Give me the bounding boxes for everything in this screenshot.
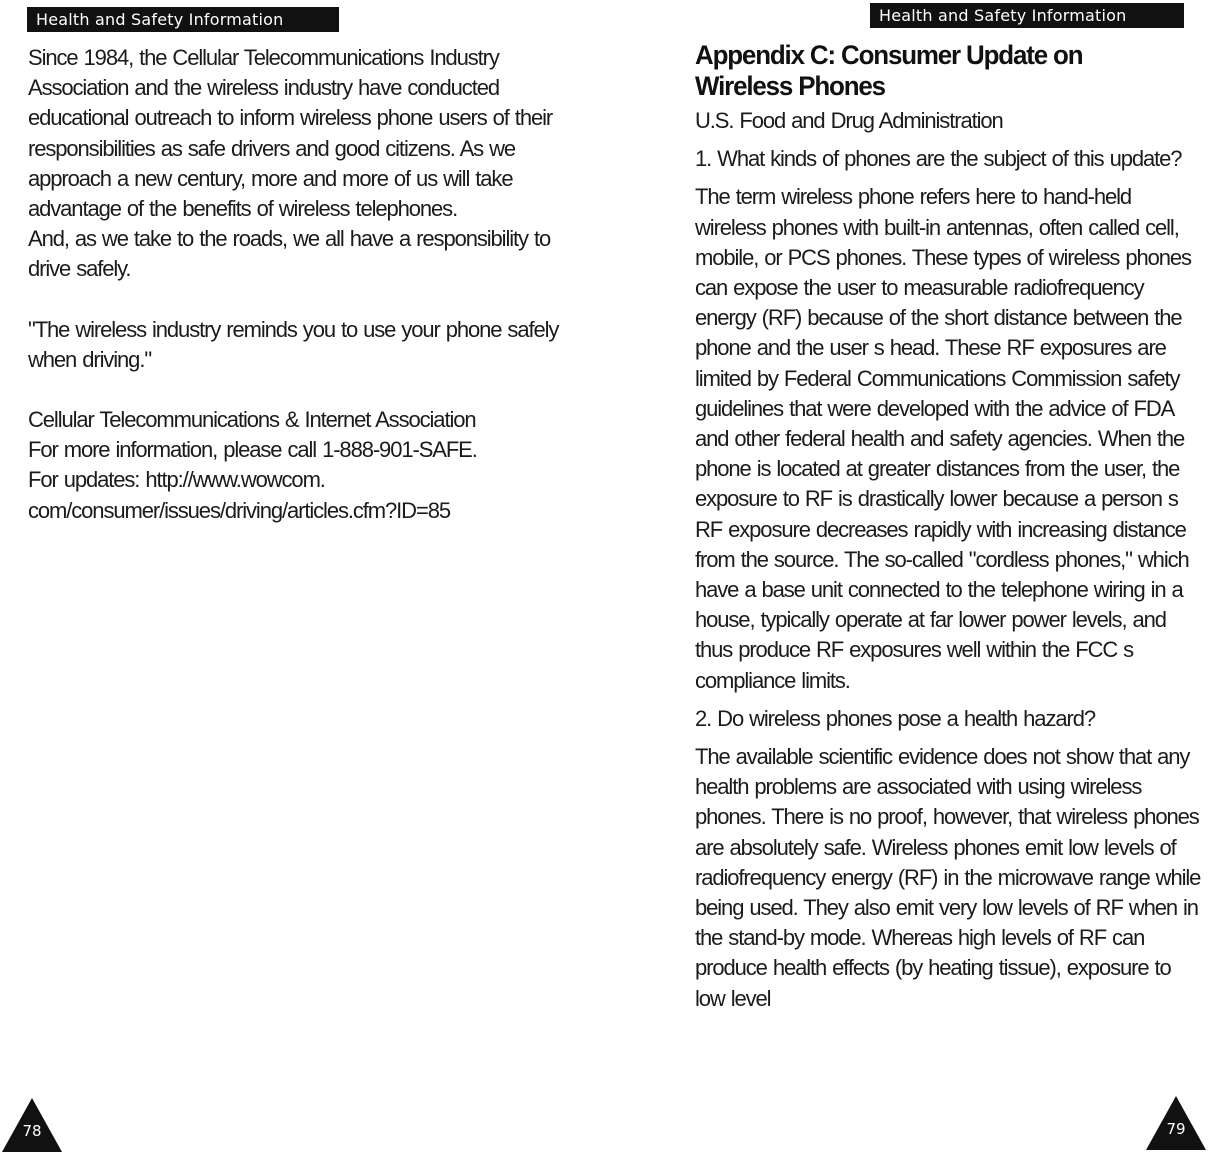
- answer-1-part-1: The term wireless phone refers here to hand-held wireless phones with built-in antennas, often called cell, mobile, or PCS phones. These types of wireless phones can expose the user to measurable radiofrequency energy (RF) because of the short distance between the phone and the user s head. These RF exposures are limited by Federal Communications Commission safety: [695, 184, 1191, 391]
- page-number-right: 79: [1166, 1120, 1186, 1138]
- updates-url-line-2: com/consumer/issues/driving/articles.cfm?ID=85: [28, 497, 450, 523]
- answer-2: The available scientific evidence does not show that any health problems are associated with using wireless phones. There is no proof, however, that wireless phones are absolutely safe. Wireless phones emit low levels of radiofrequency energy (RF) in the microwave range while being used. They also emit very low levels of RF when in the stand-by mode. Whereas high levels of RF can produce health effects (by heating tissue), exposure to low level: [695, 744, 1201, 1011]
- right-page: [607, 0, 1214, 1153]
- info-phone-line: For more information, please call 1-888-901-SAFE.: [28, 437, 477, 463]
- page-number-triangle-left: [2, 1098, 62, 1152]
- right-header-tab: Health and Safety Information: [870, 3, 1184, 28]
- left-header-tab: Health and Safety Information: [27, 7, 339, 32]
- spacer: [28, 375, 588, 405]
- answer-1-part-2: guidelines that were developed with the advice of FDA and other federal health and safety agencies. When the phone is located at greater distances from the user, the exposure to RF is drastically lower because a person s RF exposure decreases rapidly with increasing distance from the source. The so-called "cordless phones," which have a base unit connected to the telephone wiring in a house, typically operate at far lower power levels, and thus produce RF exposures well within the FCC s compliance limits.: [695, 395, 1189, 693]
- question-1: 1. What kinds of phones are the subject of this update?: [695, 146, 1182, 172]
- page-number-triangle-right: [1146, 1096, 1206, 1150]
- appendix-subtitle: U.S. Food and Drug Administration: [695, 108, 1003, 133]
- question-2: 2. Do wireless phones pose a health hazard?: [695, 705, 1095, 731]
- association-name: Cellular Telecommunications & Internet Association: [28, 407, 476, 433]
- updates-url-line-1: For updates: http://www.wowcom.: [28, 467, 325, 493]
- page-number-left: 78: [22, 1122, 42, 1140]
- spacer: [28, 285, 588, 315]
- industry-quote: "The wireless industry reminds you to use your phone safely when driving.": [28, 316, 559, 372]
- appendix-title: Appendix C: Consumer Update on Wireless Phones: [695, 40, 1083, 101]
- responsibility-paragraph: And, as we take to the roads, we all have a responsibility to drive safely.: [28, 226, 551, 282]
- intro-paragraph: Since 1984, the Cellular Telecommunications Industry Association and the wireless industry have conducted educational outreach to inform wireless phone users of their responsibilities as safe drivers and good citizens. As we approach a new century, more and more of us will take advantage of the benefits of wireless telephones.: [28, 45, 553, 222]
- left-body: [28, 43, 588, 526]
- right-body: [695, 40, 1205, 1014]
